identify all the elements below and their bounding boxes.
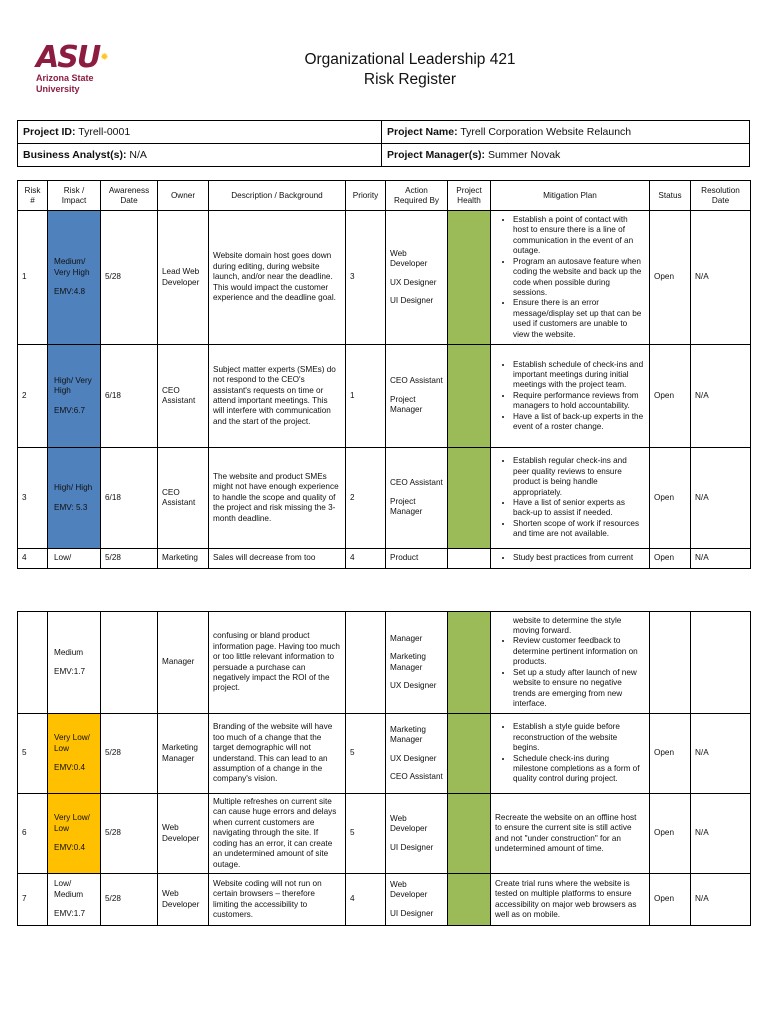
mitigation-list xyxy=(495,636,645,709)
awareness-date: 5/28 xyxy=(101,794,158,874)
resolution-date: N/A xyxy=(691,211,751,345)
mitigation-list xyxy=(495,215,645,340)
description: Branding of the website will have too much of a change that the target demographic will not understand. This can lead to an assumption of a change in the company's vision. xyxy=(209,714,346,794)
col-header: Risk # xyxy=(18,181,48,211)
action-role: Marketing Manager xyxy=(390,652,426,672)
risk-impact-text: Medium xyxy=(54,647,84,657)
mitigation-plan: Recreate the website on an offline host to ensure the current site is still active and not "under construction" for an undetermined amount of time. xyxy=(491,794,650,874)
mitigation-plan xyxy=(491,714,650,794)
emv-value: EMV: 5.3 xyxy=(54,502,88,512)
project-id-label: Project ID: xyxy=(23,126,76,138)
risk-impact-text: High/ Very High xyxy=(54,375,92,396)
priority xyxy=(346,612,386,714)
owner: Marketing Manager xyxy=(158,714,209,794)
mitigation-list xyxy=(495,553,645,563)
priority: 5 xyxy=(346,794,386,874)
table-row xyxy=(18,345,751,448)
awareness-date: 5/28 xyxy=(101,714,158,794)
priority: 4 xyxy=(346,874,386,926)
analyst-label: Business Analyst(s): xyxy=(23,149,127,161)
table-row xyxy=(18,794,751,874)
priority: 4 xyxy=(346,549,386,569)
logo-line-2: University xyxy=(36,84,80,94)
owner: Marketing xyxy=(158,549,209,569)
risk-number: 6 xyxy=(18,794,48,874)
status: Open xyxy=(650,874,691,926)
table-row xyxy=(18,448,751,549)
description: The website and product SMEs might not have enough experience to handle the scope and quality of the project and risk missing the 3-month deadline. xyxy=(209,448,346,549)
project-name-value: Tyrell Corporation Website Relaunch xyxy=(460,126,632,138)
mitigation-continued: website to determine the style moving forward. xyxy=(513,615,622,636)
description: Website domain host goes down during editing, during website launch, and/or near the deadline. This would impact the customer experience and the deadline goal. xyxy=(209,211,346,345)
manager-label: Project Manager(s): xyxy=(387,149,486,161)
resolution-date: N/A xyxy=(691,794,751,874)
risk-impact-text: Low/ xyxy=(54,553,72,563)
mitigation-plan xyxy=(491,612,650,714)
priority: 3 xyxy=(346,211,386,345)
mitigation-item: • Set up a study after launch of new website to ensure no negative trends are emerging from new interface. xyxy=(513,668,645,710)
risk-number: 2 xyxy=(18,345,48,448)
action-role: UX Designer xyxy=(390,753,437,763)
action-role: CEO Assistant xyxy=(390,771,443,781)
mitigation-item: • Establish schedule of check-ins and important meetings during initial meetings with the project team. xyxy=(513,360,645,391)
status: Open xyxy=(650,794,691,874)
awareness-date: 5/28 xyxy=(101,211,158,345)
emv-value: EMV:6.7 xyxy=(54,405,86,415)
manager-cell xyxy=(382,144,750,167)
table-row xyxy=(18,549,751,569)
risk-number: 7 xyxy=(18,874,48,926)
mitigation-plan xyxy=(491,345,650,448)
table-row xyxy=(18,612,751,714)
logo-line-1: Arizona State xyxy=(36,73,94,83)
action-role: Web Developer xyxy=(390,813,428,834)
action-required-by xyxy=(386,794,448,874)
project-id-cell xyxy=(18,121,382,144)
risk-impact-cell xyxy=(48,874,101,926)
action-role: UX Designer xyxy=(390,680,437,690)
description: confusing or bland product information page. Having too much or too little relevant information to persuade a purchase can negatively impact the ROI of the project. xyxy=(209,612,346,714)
title-line-2: Risk Register xyxy=(363,71,457,88)
mitigation-list xyxy=(495,456,645,539)
risk-register-table-continued xyxy=(17,611,751,926)
mitigation-plan xyxy=(491,211,650,345)
status: Open xyxy=(650,345,691,448)
action-role: Manager xyxy=(390,633,423,643)
project-id-value: Tyrell-0001 xyxy=(78,126,131,138)
emv-value: EMV:1.7 xyxy=(54,909,86,919)
table-row xyxy=(18,211,751,345)
table-row xyxy=(18,714,751,794)
awareness-date xyxy=(101,612,158,714)
mitigation-list xyxy=(495,360,645,433)
description: Multiple refreshes on current site can cause huge errors and delays when current customers are navigating through the site. If coding has an error, it can create an undetermined amount of site outage. xyxy=(209,794,346,874)
risk-impact-text: Very Low/ Low xyxy=(54,733,90,753)
risk-impact-text: Medium/ Very High xyxy=(54,257,90,277)
mitigation-plan: Create trial runs where the website is tested on multiple platforms to ensure accessibility on major web browsers as well as on mobile. xyxy=(491,874,650,926)
mitigation-item: • Have a list of back-up experts in the event of a roster change. xyxy=(513,412,645,433)
action-role: UI Designer xyxy=(390,842,434,852)
col-header: Resolution Date xyxy=(691,181,751,211)
owner: Lead Web Developer xyxy=(158,211,209,345)
risk-number xyxy=(18,612,48,714)
owner: Manager xyxy=(158,612,209,714)
risk-number: 5 xyxy=(18,714,48,794)
project-name-label: Project Name: xyxy=(387,126,458,138)
mitigation-item: • Establish a point of contact with host to ensure there is a line of communication in the event of an outage. xyxy=(513,215,645,257)
risk-number: 3 xyxy=(18,448,48,549)
risk-impact-cell xyxy=(48,448,101,549)
mitigation-item: • Program an autosave feature when coding the website and back up the code when possible during sessions. xyxy=(513,257,645,299)
risk-register-table xyxy=(17,180,751,569)
title-line-1: Organizational Leadership 421 xyxy=(304,51,516,68)
description: Sales will decrease from too xyxy=(209,549,346,569)
mitigation-item: • Study best practices from current xyxy=(513,553,645,563)
action-role: UX Designer xyxy=(390,277,437,287)
mitigation-item: • Schedule check-ins during milestone completions as a form of quality control during project. xyxy=(513,754,645,785)
mitigation-list xyxy=(495,722,645,784)
emv-value: EMV:0.4 xyxy=(54,843,86,853)
project-health xyxy=(448,714,491,794)
resolution-date: N/A xyxy=(691,448,751,549)
col-header: Project Health xyxy=(448,181,491,211)
risk-impact-cell xyxy=(48,612,101,714)
priority: 1 xyxy=(346,345,386,448)
col-header: Description / Background xyxy=(209,181,346,211)
description: Website coding will not run on certain browsers – therefore limiting the accessibility to customers. xyxy=(209,874,346,926)
manager-value: Summer Novak xyxy=(487,149,561,161)
emv-value: EMV:1.7 xyxy=(54,667,86,676)
risk-impact-text: Very Low/ Low xyxy=(54,813,90,833)
analyst-value: N/A xyxy=(129,149,147,161)
status: Open xyxy=(650,211,691,345)
action-required-by xyxy=(386,874,448,926)
awareness-date: 6/18 xyxy=(101,345,158,448)
mitigation-item: • Establish regular check-ins and peer quality reviews to ensure product is being handle appropriately. xyxy=(513,456,645,498)
asu-logo xyxy=(36,40,107,94)
priority: 5 xyxy=(346,714,386,794)
status xyxy=(650,612,691,714)
project-health xyxy=(448,612,491,714)
status: Open xyxy=(650,549,691,569)
col-header: Owner xyxy=(158,181,209,211)
action-required-by xyxy=(386,714,448,794)
mitigation-plan xyxy=(491,549,650,569)
resolution-date: N/A xyxy=(691,874,751,926)
project-health xyxy=(448,211,491,345)
project-health xyxy=(448,874,491,926)
owner: CEO Assistant xyxy=(158,448,209,549)
action-required-by xyxy=(386,448,448,549)
action-role: Web Developer xyxy=(390,879,428,900)
awareness-date: 5/28 xyxy=(101,549,158,569)
risk-impact-cell xyxy=(48,345,101,448)
resolution-date xyxy=(691,612,751,714)
asu-logo-mark: ASU✹ xyxy=(36,40,107,75)
risk-impact-text: Low/ Medium xyxy=(54,879,84,899)
mitigation-item: • Require performance reviews from managers to hold accountability. xyxy=(513,391,645,412)
description: Subject matter experts (SMEs) do not respond to the CEO's assistant's requests on time or attend important meetings. This will interfere with communication and the start of the project. xyxy=(209,345,346,448)
col-header: Status xyxy=(650,181,691,211)
mitigation-item: • Shorten scope of work if resources and time are not available. xyxy=(513,519,645,540)
owner: Web Developer xyxy=(158,874,209,926)
action-role: CEO Assistant xyxy=(390,376,443,386)
mitigation-item: • Establish a style guide before reconstruction of the website begins. xyxy=(513,722,645,753)
project-health xyxy=(448,549,491,569)
project-health xyxy=(448,345,491,448)
action-role: CEO Assistant xyxy=(390,478,443,488)
status: Open xyxy=(650,714,691,794)
table-header-row xyxy=(18,181,751,211)
action-required-by xyxy=(386,345,448,448)
mitigation-plan xyxy=(491,448,650,549)
analyst-cell xyxy=(18,144,382,167)
risk-impact-cell xyxy=(48,714,101,794)
project-name-cell xyxy=(382,121,750,144)
risk-impact-cell xyxy=(48,549,101,569)
risk-number: 1 xyxy=(18,211,48,345)
risk-number: 4 xyxy=(18,549,48,569)
action-required-by xyxy=(386,211,448,345)
risk-impact-text: High/ High xyxy=(54,483,93,493)
resolution-date: N/A xyxy=(691,345,751,448)
emv-value: EMV:4.8 xyxy=(54,287,86,297)
action-role: Marketing Manager xyxy=(390,724,426,745)
action-role: Web Developer xyxy=(390,248,428,269)
risk-impact-cell xyxy=(48,794,101,874)
owner: CEO Assistant xyxy=(158,345,209,448)
resolution-date: N/A xyxy=(691,714,751,794)
mitigation-item: • Have a list of senior experts as back-up to assist if needed. xyxy=(513,498,645,519)
action-role: UI Designer xyxy=(390,908,434,918)
resolution-date: N/A xyxy=(691,549,751,569)
col-header: Awareness Date xyxy=(101,181,158,211)
action-role: Project Manager xyxy=(390,394,423,415)
risk-impact-cell xyxy=(48,211,101,345)
priority: 2 xyxy=(346,448,386,549)
awareness-date: 6/18 xyxy=(101,448,158,549)
action-role: Product xyxy=(390,553,419,563)
action-role: Project Manager xyxy=(390,496,423,517)
status: Open xyxy=(650,448,691,549)
action-required-by xyxy=(386,612,448,714)
col-header: Risk / Impact xyxy=(48,181,101,211)
awareness-date: 5/28 xyxy=(101,874,158,926)
project-health xyxy=(448,794,491,874)
page-title xyxy=(200,50,620,90)
action-role: UI Designer xyxy=(390,295,434,305)
action-required-by xyxy=(386,549,448,569)
emv-value: EMV:0.4 xyxy=(54,763,86,773)
mitigation-item: • Ensure there is an error message/display set up that can be used if customers are unable to view the website. xyxy=(513,298,645,340)
col-header: Mitigation Plan xyxy=(491,181,650,211)
table-row xyxy=(18,874,751,926)
mitigation-item: • Review customer feedback to determine pertinent information on products. xyxy=(513,636,645,667)
project-health xyxy=(448,448,491,549)
project-info-table xyxy=(17,120,750,167)
col-header: Action Required By xyxy=(386,181,448,211)
owner: Web Developer xyxy=(158,794,209,874)
col-header: Priority xyxy=(346,181,386,211)
